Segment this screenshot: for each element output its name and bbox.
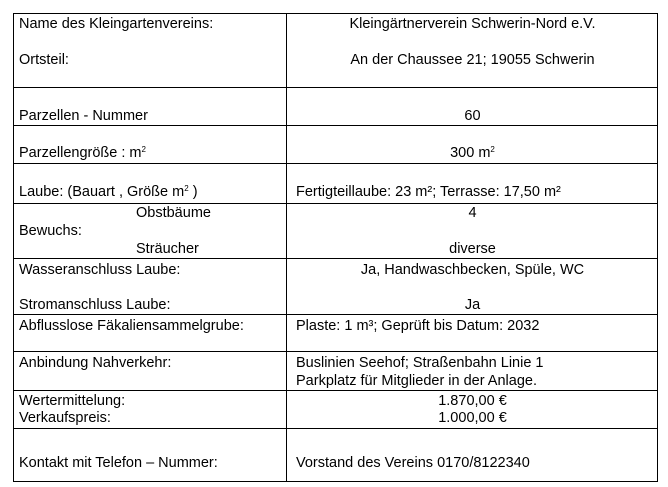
row-anschluss xyxy=(14,259,657,315)
value-obstbaeume: 4 xyxy=(468,205,477,221)
value-wertermittlung: 1.870,00 € xyxy=(438,393,507,409)
row-kontakt xyxy=(14,429,657,482)
label-verkaufspreis: Verkaufspreis: xyxy=(19,410,111,426)
label-obstbaeume: Obstbäume xyxy=(136,205,211,221)
label-vereinsname: Name des Kleingartenvereins: xyxy=(19,16,214,32)
label-parzellengroesse: Parzellengröße : $m^2$ xyxy=(19,145,146,161)
row-bewuchs xyxy=(14,204,657,259)
row-parzellennummer xyxy=(14,88,657,126)
value-nahverkehr-2: Parkplatz für Mitglieder in der Anlage. xyxy=(296,373,537,389)
label-kontakt: Kontakt mit Telefon – Nummer: xyxy=(19,455,218,471)
value-nahverkehr-1: Buslinien Seehof; Straßenbahn Linie 1 xyxy=(296,355,544,371)
label-wertermittlung: Wertermittelung: xyxy=(19,393,126,409)
row-laube xyxy=(14,164,657,204)
row-parzellengroesse xyxy=(14,126,657,164)
label-bewuchs: Bewuchs: xyxy=(19,223,82,239)
value-straeucher: diverse xyxy=(449,241,496,257)
row-wert xyxy=(14,391,657,429)
value-vereinsname: Kleingärtnerverein Schwerin-Nord e.V. xyxy=(349,16,596,32)
label-laube: Laube: (Bauart , Größe $m^2$ ) xyxy=(19,184,198,200)
label-wasseranschluss: Wasseranschluss Laube: xyxy=(19,262,181,278)
label-parzellennummer: Parzellen - Nummer xyxy=(19,108,148,124)
value-verkaufspreis: 1.000,00 € xyxy=(438,410,507,426)
row-verein xyxy=(14,14,657,88)
row-nahverkehr xyxy=(14,352,657,391)
garden-plot-info-table xyxy=(13,13,658,482)
label-straeucher: Sträucher xyxy=(136,241,199,257)
value-wasseranschluss: Ja, Handwaschbecken, Spüle, WC xyxy=(360,262,585,278)
label-stromanschluss: Stromanschluss Laube: xyxy=(19,297,171,313)
value-laube: Fertigteillaube: 23 m²; Terrasse: 17,50 m² xyxy=(296,184,561,200)
row-grube xyxy=(14,315,657,352)
value-parzellennummer: 60 xyxy=(464,108,481,124)
label-nahverkehr: Anbindung Nahverkehr: xyxy=(19,355,172,371)
value-parzellengroesse: 300 $m^2$ xyxy=(450,145,495,161)
label-grube: Abflusslose Fäkaliensammelgrube: xyxy=(19,318,244,334)
value-stromanschluss: Ja xyxy=(464,297,481,313)
value-kontakt: Vorstand des Vereins 0170/8122340 xyxy=(296,455,530,471)
value-ortsteil: An der Chaussee 21; 19055 Schwerin xyxy=(350,52,595,68)
value-grube: Plaste: 1 m³; Geprüft bis Datum: 2032 xyxy=(296,318,540,334)
label-ortsteil: Ortsteil: xyxy=(19,52,69,68)
